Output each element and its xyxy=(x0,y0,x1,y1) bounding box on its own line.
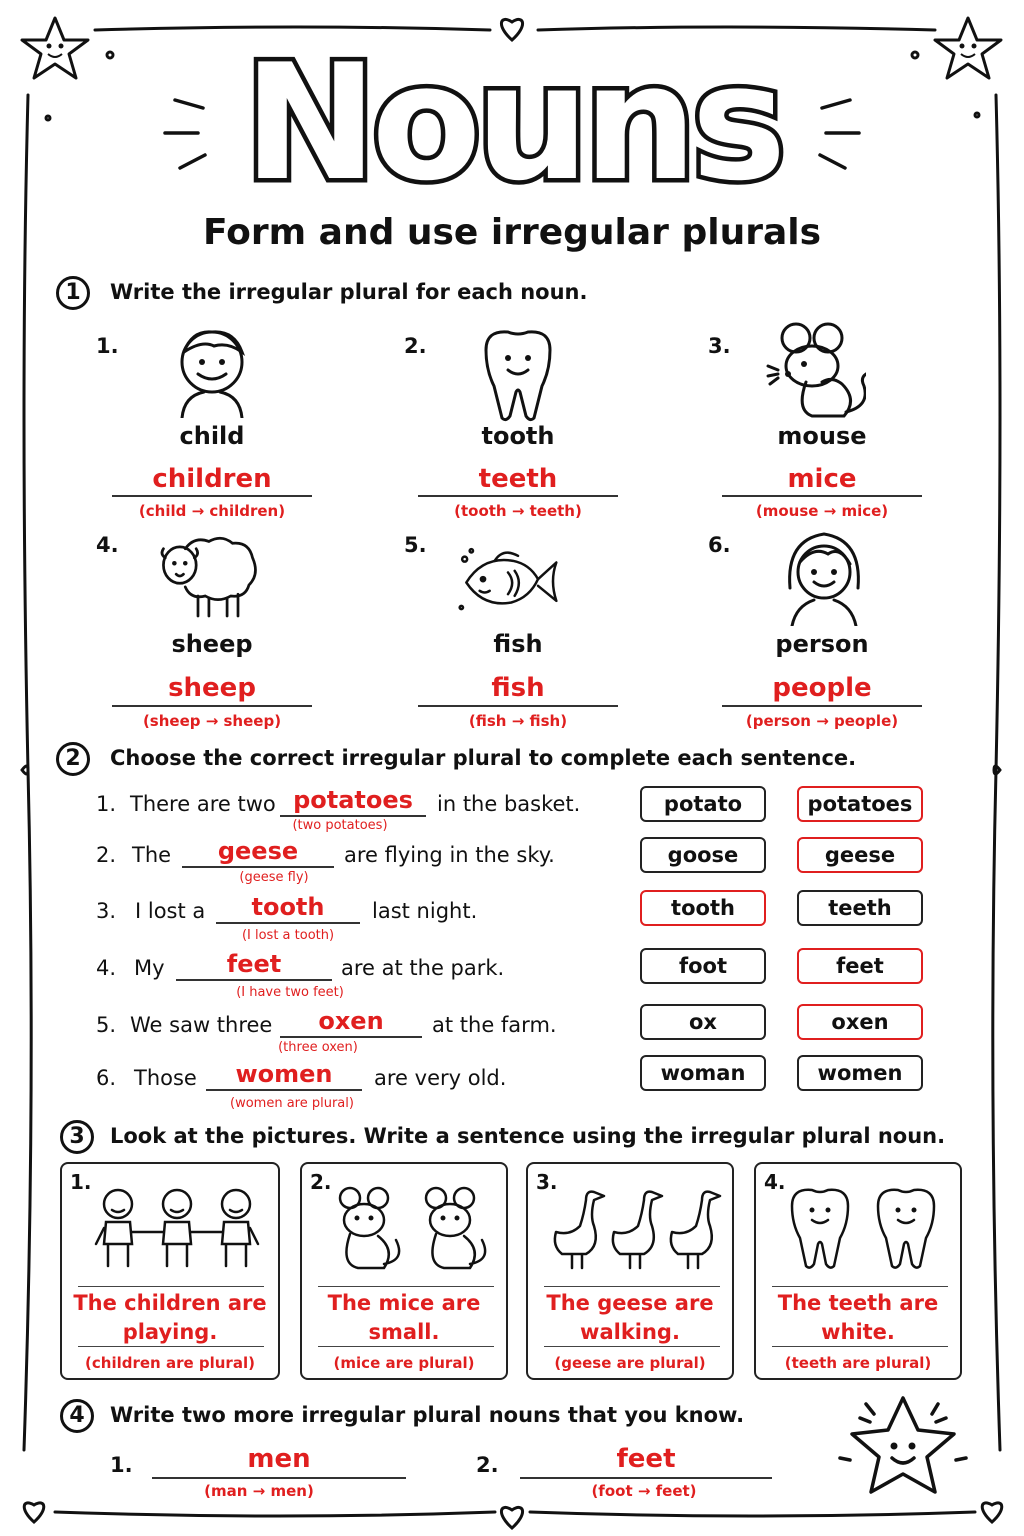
choice-button[interactable]: woman xyxy=(640,1055,766,1091)
answer-line xyxy=(152,1477,406,1479)
card-sentence-line-1: The children are xyxy=(73,1291,267,1315)
card-hint: (children are plural) xyxy=(85,1354,255,1372)
picture-card xyxy=(526,1162,734,1380)
item-word: sheep xyxy=(171,630,253,658)
sentence-number: 4. xyxy=(96,956,117,980)
sentence-before: My xyxy=(134,956,165,980)
section-1-badge: 1 xyxy=(56,276,90,310)
tooth-icon xyxy=(468,324,568,424)
title-text: Nouns xyxy=(243,38,781,198)
answer-hint: (mouse → mice) xyxy=(755,502,889,520)
star-icon xyxy=(838,1388,968,1500)
answer-hint: (foot → feet) xyxy=(591,1482,697,1500)
answer-hint: (I lost a tooth) xyxy=(241,928,335,943)
card-line xyxy=(544,1346,720,1347)
answer-hint: (geese fly) xyxy=(239,870,309,885)
answer-line xyxy=(722,705,922,707)
answer-text[interactable]: sheep xyxy=(168,673,256,703)
sheep-icon xyxy=(158,526,258,626)
answer-text[interactable]: geese xyxy=(217,837,299,865)
card-line xyxy=(544,1286,720,1287)
card-sentence-line-2: walking. xyxy=(580,1320,680,1344)
card-line xyxy=(772,1346,948,1347)
choice-button[interactable]: foot xyxy=(640,948,766,984)
item-number: 6. xyxy=(708,533,731,557)
card-number: 2. xyxy=(310,1170,332,1194)
answer-line xyxy=(216,922,360,924)
answer-line xyxy=(280,815,426,817)
answer-hint: (tooth → teeth) xyxy=(454,502,582,520)
answer-text[interactable]: potatoes xyxy=(293,786,413,814)
card-line xyxy=(78,1346,264,1347)
item-word: fish xyxy=(493,630,543,658)
girl-icon xyxy=(774,526,874,626)
choice-button[interactable]: ox xyxy=(640,1004,766,1040)
picture-card xyxy=(300,1162,508,1380)
mouse-icon xyxy=(766,320,866,420)
picture-card xyxy=(754,1162,962,1380)
answer-line xyxy=(206,1089,362,1091)
answer-line xyxy=(182,866,334,868)
choice-button-selected[interactable]: tooth xyxy=(640,890,766,926)
sentence-before: Those xyxy=(134,1066,197,1090)
choice-button-selected[interactable]: feet xyxy=(797,948,923,984)
mice-icon xyxy=(326,1184,496,1276)
card-hint: (teeth are plural) xyxy=(784,1354,932,1372)
card-line xyxy=(78,1286,264,1287)
children-icon xyxy=(92,1182,262,1278)
page-subtitle: Form and use irregular plurals xyxy=(202,212,822,253)
sentence-before: I lost a xyxy=(135,899,206,923)
answer-hint: (I have two feet) xyxy=(236,985,344,1000)
card-line xyxy=(772,1286,948,1287)
answer-line xyxy=(722,495,922,497)
answer-line xyxy=(418,495,618,497)
page-title xyxy=(212,38,812,198)
answer-line xyxy=(112,495,312,497)
card-sentence-line-1: The teeth are xyxy=(777,1291,939,1315)
answer-text[interactable]: tooth xyxy=(251,893,325,921)
choice-button-selected[interactable]: geese xyxy=(797,837,923,873)
card-number: 3. xyxy=(536,1170,558,1194)
choice-button[interactable]: women xyxy=(797,1055,923,1091)
sentence-after: are flying in the sky. xyxy=(344,843,555,867)
sentence-number: 3. xyxy=(96,899,117,923)
sentence-before: There are two xyxy=(130,792,276,816)
answer-hint: (fish → fish) xyxy=(468,712,568,730)
sentence-after: in the basket. xyxy=(437,792,581,816)
answer-text[interactable]: feet xyxy=(616,1444,676,1474)
item-number: 5. xyxy=(404,533,427,557)
card-sentence[interactable] xyxy=(756,1289,960,1347)
section-2-badge: 2 xyxy=(56,742,90,776)
choice-button[interactable]: potato xyxy=(640,786,766,822)
boy-icon xyxy=(162,318,262,418)
sentence-number: 1. xyxy=(96,792,117,816)
answer-hint: (person → people) xyxy=(745,712,899,730)
answer-text[interactable]: children xyxy=(152,464,272,494)
answer-hint: (child → children) xyxy=(138,502,286,520)
answer-text[interactable]: women xyxy=(235,1060,333,1088)
item-number: 1. xyxy=(96,334,119,358)
choice-button-selected[interactable]: oxen xyxy=(797,1004,923,1040)
card-sentence-line-1: The mice are xyxy=(327,1291,481,1315)
teeth-icon xyxy=(786,1186,946,1270)
card-sentence-line-2: white. xyxy=(821,1320,895,1344)
answer-line xyxy=(176,979,332,981)
sentence-after: are at the park. xyxy=(341,956,505,980)
item-word: child xyxy=(179,422,245,450)
geese-icon xyxy=(550,1186,724,1276)
choice-button[interactable]: goose xyxy=(640,837,766,873)
item-number: 4. xyxy=(96,533,119,557)
answer-line xyxy=(520,1477,772,1479)
card-sentence-line-2: small. xyxy=(368,1320,440,1344)
answer-text[interactable]: people xyxy=(772,673,872,703)
picture-card xyxy=(60,1162,280,1380)
sentence-before: We saw three xyxy=(130,1013,273,1037)
answer-text[interactable]: feet xyxy=(226,950,282,978)
fish-icon xyxy=(458,530,558,630)
card-line xyxy=(318,1346,494,1347)
answer-line xyxy=(112,705,312,707)
card-sentence[interactable] xyxy=(528,1289,732,1347)
answer-hint: (women are plural) xyxy=(230,1096,354,1111)
choice-button[interactable]: teeth xyxy=(797,890,923,926)
card-number: 1. xyxy=(70,1170,92,1194)
sentence-after: are very old. xyxy=(374,1066,507,1090)
card-sentence-line-2: playing. xyxy=(122,1320,218,1344)
answer-line xyxy=(418,705,618,707)
item-word: tooth xyxy=(481,422,555,450)
section-4-badge: 4 xyxy=(60,1399,94,1433)
item-number: 1. xyxy=(110,1453,133,1477)
answer-text[interactable]: teeth xyxy=(478,464,558,494)
card-line xyxy=(318,1286,494,1287)
answer-text[interactable]: fish xyxy=(491,673,545,703)
section-3-badge: 3 xyxy=(60,1120,94,1154)
item-number: 3. xyxy=(708,334,731,358)
sentence-number: 5. xyxy=(96,1013,117,1037)
item-word: mouse xyxy=(777,422,867,450)
item-number: 2. xyxy=(476,1453,499,1477)
sentence-number: 2. xyxy=(96,843,117,867)
section-4-instruction: Write two more irregular plural nouns that you know. xyxy=(110,1403,745,1427)
answer-hint: (two potatoes) xyxy=(292,818,388,833)
card-hint: (geese are plural) xyxy=(554,1354,706,1372)
sentence-number: 6. xyxy=(96,1066,117,1090)
card-sentence[interactable] xyxy=(302,1289,506,1347)
card-sentence[interactable] xyxy=(62,1289,278,1347)
answer-line xyxy=(280,1036,422,1038)
answer-text[interactable]: oxen xyxy=(318,1007,384,1035)
section-1-instruction: Write the irregular plural for each noun. xyxy=(110,280,588,304)
answer-text[interactable]: men xyxy=(247,1444,311,1474)
sentence-after: at the farm. xyxy=(432,1013,557,1037)
item-number: 2. xyxy=(404,334,427,358)
card-sentence-line-1: The geese are xyxy=(546,1291,714,1315)
item-word: person xyxy=(775,630,869,658)
card-number: 4. xyxy=(764,1170,786,1194)
card-hint: (mice are plural) xyxy=(333,1354,475,1372)
sentence-before: The xyxy=(132,843,172,867)
answer-text[interactable]: mice xyxy=(787,464,857,494)
section-3-instruction: Look at the pictures. Write a sentence using the irregular plural noun. xyxy=(110,1124,946,1148)
choice-button-selected[interactable]: potatoes xyxy=(797,786,923,822)
answer-hint: (sheep → sheep) xyxy=(142,712,282,730)
section-2-instruction: Choose the correct irregular plural to complete each sentence. xyxy=(110,746,857,770)
answer-hint: (man → men) xyxy=(204,1482,314,1500)
sentence-after: last night. xyxy=(372,899,478,923)
answer-hint: (three oxen) xyxy=(278,1040,358,1055)
